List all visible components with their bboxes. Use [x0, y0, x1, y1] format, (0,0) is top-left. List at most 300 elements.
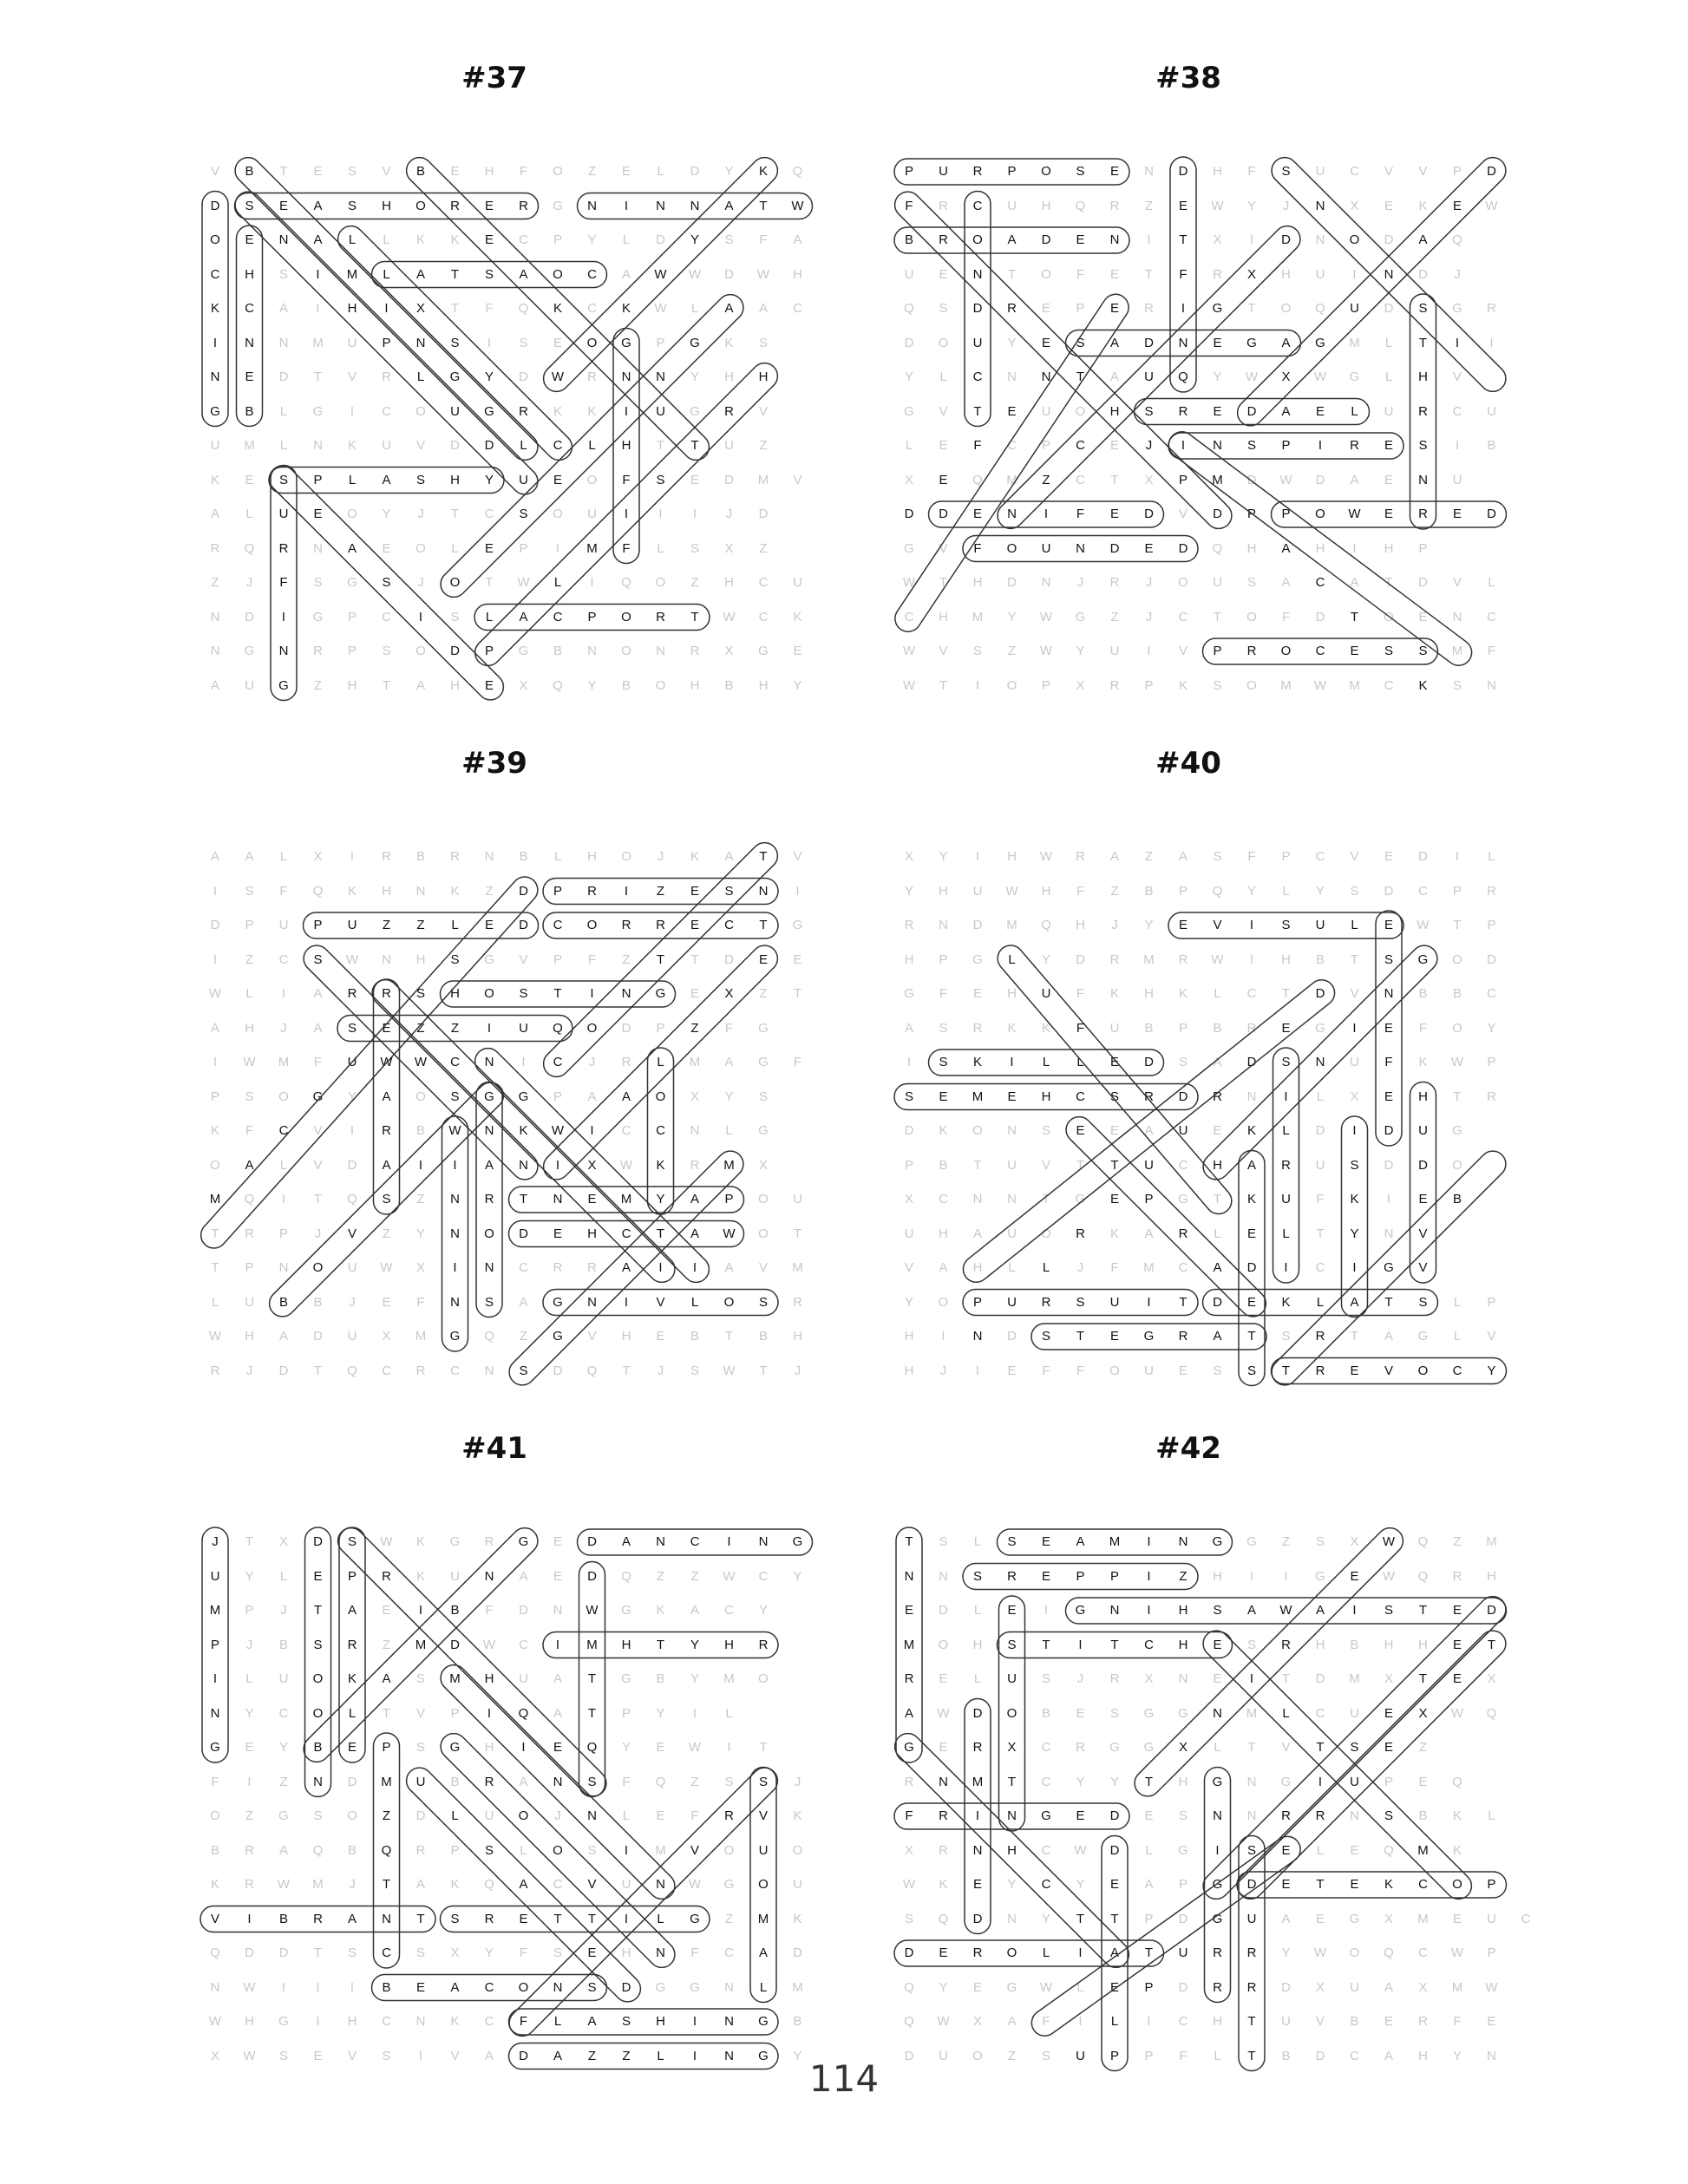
grid-letter: U [1418, 1123, 1428, 1138]
grid-letter: B [245, 164, 254, 179]
grid-letter: U [1350, 1979, 1359, 1995]
grid-letter: I [727, 1534, 731, 1549]
grid-letter: G [484, 1089, 494, 1104]
grid-letter: G [1041, 1808, 1051, 1823]
grid-letter: U [278, 1671, 289, 1686]
grid-letter: E [1315, 403, 1325, 419]
grid-letter: I [316, 2014, 320, 2029]
grid-letter: T [1418, 1603, 1428, 1618]
grid-letter: Z [690, 1774, 699, 1789]
grid-letter: L [657, 540, 664, 556]
grid-letter: U [1109, 1294, 1120, 1310]
grid-letter: R [1418, 2014, 1428, 2029]
grid-letter: D [519, 883, 528, 899]
grid-letter: R [1178, 1329, 1188, 1344]
grid-letter: K [939, 1877, 948, 1892]
grid-letter: A [690, 1603, 699, 1618]
grid-letter: A [210, 849, 219, 864]
grid-letter: H [1144, 986, 1154, 1001]
grid-letter: A [1281, 540, 1291, 556]
grid-letter: H [758, 369, 769, 384]
grid-letter: E [1213, 1637, 1222, 1652]
grid-letter: P [553, 951, 562, 967]
grid-letter: P [382, 335, 391, 350]
grid-letter: D [415, 1808, 426, 1823]
grid-letter: A [553, 2048, 562, 2063]
grid-letter: E [1076, 1808, 1085, 1823]
grid-letter: Z [382, 1637, 391, 1652]
grid-letter: W [688, 1740, 702, 1755]
grid-letter: S [1076, 1294, 1085, 1310]
grid-letter: I [590, 986, 594, 1001]
grid-letter: P [245, 1603, 254, 1618]
grid-letter: E [245, 472, 254, 487]
grid-letter: O [1315, 507, 1325, 521]
grid-letter: D [278, 369, 289, 384]
grid-letter: O [723, 1294, 735, 1310]
grid-letter: N [1213, 1808, 1222, 1823]
grid-letter: A [382, 1157, 391, 1173]
grid-letter: I [350, 1979, 355, 1995]
grid-letter: E [1109, 301, 1119, 316]
grid-letter: G [621, 335, 631, 350]
grid-letter: T [382, 1705, 391, 1721]
grid-letter: K [1041, 1020, 1050, 1036]
grid-letter: C [553, 1877, 563, 1892]
grid-letter: O [1006, 540, 1017, 556]
grid-letter: T [973, 403, 982, 419]
grid-letter: D [1246, 1260, 1257, 1275]
grid-letter: P [347, 609, 357, 624]
grid-letter: D [1281, 1979, 1291, 1995]
grid-letter: O [1280, 301, 1292, 316]
grid-letter: E [1109, 1877, 1119, 1892]
grid-letter: U [1007, 1671, 1017, 1686]
grid-letter: E [1350, 1877, 1359, 1892]
grid-letter: T [1487, 1637, 1496, 1652]
grid-letter: D [1213, 1294, 1222, 1310]
grid-letter: O [586, 335, 598, 350]
grid-letter: C [621, 1226, 631, 1241]
grid-letter: Y [656, 1192, 665, 1206]
grid-letter: R [1178, 1226, 1188, 1241]
grid-letter: R [1246, 644, 1257, 658]
grid-letter: D [245, 1945, 254, 1960]
grid-letter: O [312, 1671, 324, 1686]
grid-letter: K [519, 1123, 528, 1138]
grid-letter: U [1350, 1774, 1359, 1789]
grid-letter: N [484, 1260, 494, 1275]
grid-letter: K [210, 1877, 219, 1892]
grid-letter: B [939, 1157, 948, 1173]
grid-letter: H [904, 951, 914, 967]
grid-letter: N [972, 1842, 983, 1858]
grid-letter: R [656, 609, 665, 624]
grid-letter: R [690, 644, 700, 658]
grid-letter: P [1178, 472, 1187, 487]
grid-letter: A [1246, 1603, 1256, 1618]
grid-letter: H [1178, 1774, 1188, 1789]
grid-letter: Y [1076, 1774, 1085, 1789]
grid-letter: N [484, 1055, 494, 1069]
grid-letter: H [724, 1637, 734, 1652]
grid-letter: I [1284, 1260, 1288, 1275]
grid-letter: G [518, 1534, 529, 1549]
grid-letter: P [1487, 918, 1496, 932]
grid-letter: P [1178, 883, 1187, 899]
grid-letter: Y [793, 677, 802, 693]
grid-letter: I [1181, 301, 1186, 316]
grid-letter: J [657, 849, 664, 864]
grid-letter: U [1213, 575, 1222, 590]
grid-letter: Q [1212, 540, 1223, 556]
grid-letter: N [1315, 232, 1325, 247]
grid-letter: W [723, 1568, 736, 1584]
puzzle-38 [885, 61, 1498, 755]
grid-letter: O [1452, 1020, 1462, 1036]
grid-letter: L [279, 1568, 288, 1584]
grid-letter: Z [1144, 849, 1154, 864]
grid-letter: N [972, 1192, 983, 1206]
grid-letter: E [690, 472, 699, 487]
grid-letter: A [415, 677, 425, 693]
grid-letter: O [1109, 1363, 1120, 1378]
grid-letter: B [450, 1774, 460, 1789]
grid-letter: S [382, 1192, 391, 1206]
grid-letter: A [1384, 1979, 1393, 1995]
grid-letter: J [280, 1603, 287, 1618]
grid-letter: I [1318, 1774, 1323, 1789]
grid-letter: L [622, 232, 631, 247]
grid-letter: T [1007, 1774, 1017, 1789]
grid-letter: I [521, 1055, 526, 1069]
grid-letter: E [313, 2048, 323, 2063]
grid-letter: F [1384, 1055, 1393, 1069]
grid-letter: M [415, 1329, 427, 1344]
grid-letter: F [1281, 609, 1291, 624]
grid-letter: H [621, 1637, 631, 1652]
grid-letter: Q [518, 1705, 529, 1721]
grid-letter: R [382, 1123, 391, 1138]
grid-letter: D [724, 472, 734, 487]
grid-letter: Z [656, 1568, 665, 1584]
grid-letter: E [382, 1020, 391, 1036]
grid-letter: O [758, 1192, 769, 1206]
grid-letter: P [1487, 1294, 1496, 1310]
grid-letter: R [793, 1294, 802, 1310]
grid-letter: P [210, 1637, 219, 1652]
grid-letter: U [1315, 164, 1325, 179]
grid-letter: A [621, 1260, 631, 1275]
page-number: 114 [808, 2057, 880, 2100]
grid-letter: H [245, 1020, 254, 1036]
grid-letter: F [905, 1808, 913, 1823]
grid-letter: D [1144, 335, 1154, 350]
grid-letter: D [793, 1945, 802, 1960]
grid-letter: A [519, 1877, 528, 1892]
grid-letter: A [1007, 2014, 1017, 2029]
grid-letter: R [1213, 1089, 1222, 1104]
grid-letter: K [210, 301, 219, 316]
grid-letter: L [1008, 1260, 1016, 1275]
grid-letter: C [972, 198, 983, 213]
grid-letter: W [791, 198, 804, 213]
grid-letter: G [904, 540, 914, 556]
grid-letter: Y [1315, 883, 1325, 899]
grid-letter: S [1109, 1705, 1119, 1721]
grid-letter: D [1487, 1603, 1496, 1618]
grid-letter: Z [690, 575, 699, 590]
grid-letter: N [1487, 677, 1496, 693]
grid-letter: O [518, 1979, 529, 1995]
grid-letter: F [1076, 507, 1085, 521]
grid-letter: D [278, 1363, 289, 1378]
grid-letter: L [451, 540, 459, 556]
grid-letter: S [415, 1671, 425, 1686]
grid-letter: S [1041, 1329, 1050, 1344]
grid-letter: I [658, 507, 663, 521]
grid-letter: R [1350, 438, 1359, 453]
grid-letter: D [1418, 849, 1428, 864]
grid-letter: Q [1212, 883, 1223, 899]
grid-letter: Q [347, 1363, 357, 1378]
grid-letter: H [1418, 2048, 1428, 2063]
grid-letter: G [1212, 1774, 1223, 1789]
grid-letter: S [690, 1363, 699, 1378]
grid-letter: N [210, 1705, 220, 1721]
grid-letter: D [210, 918, 220, 932]
grid-letter: Z [724, 1911, 734, 1926]
grid-letter: C [1350, 164, 1359, 179]
grid-letter: L [520, 1842, 527, 1858]
grid-letter: S [1281, 1055, 1291, 1069]
grid-letter: O [484, 986, 494, 1001]
grid-letter: T [1453, 918, 1462, 932]
grid-letter: N [415, 335, 426, 350]
grid-letter: O [621, 849, 631, 864]
grid-letter: H [1281, 951, 1291, 967]
grid-letter: R [1418, 403, 1428, 419]
grid-letter: F [973, 438, 982, 453]
grid-letter: A [1213, 1329, 1222, 1344]
grid-letter: P [1144, 1911, 1154, 1926]
grid-letter: U [1281, 1192, 1291, 1206]
grid-letter: Z [382, 1226, 391, 1241]
grid-letter: X [1384, 1911, 1393, 1926]
grid-letter: E [1109, 266, 1119, 282]
grid-letter: A [758, 301, 768, 316]
grid-letter: B [904, 232, 913, 247]
grid-letter: N [1246, 1089, 1257, 1104]
grid-letter: S [278, 266, 288, 282]
grid-letter: L [211, 1294, 219, 1310]
grid-letter: T [1144, 1774, 1154, 1789]
grid-letter: R [1109, 951, 1120, 967]
grid-letter: A [450, 1979, 460, 1995]
grid-letter: H [1041, 198, 1051, 213]
grid-letter: U [904, 1226, 914, 1241]
grid-letter: O [586, 472, 598, 487]
grid-letter: C [1041, 1877, 1051, 1892]
grid-letter: V [313, 1157, 323, 1173]
grid-letter: V [1418, 1260, 1428, 1275]
grid-letter: V [690, 1842, 699, 1858]
grid-letter: L [1214, 2048, 1221, 2063]
grid-letter: V [1418, 164, 1428, 179]
grid-letter: M [1109, 1534, 1121, 1549]
grid-letter: N [724, 2048, 734, 2063]
grid-letter: P [1144, 677, 1154, 693]
grid-letter: D [904, 507, 914, 521]
grid-letter: F [1487, 644, 1496, 658]
grid-letter: A [484, 1157, 494, 1173]
grid-letter: A [313, 232, 323, 247]
grid-letter: A [1109, 369, 1119, 384]
grid-letter: C [793, 301, 802, 316]
grid-letter: K [1418, 198, 1428, 213]
grid-letter: V [758, 1260, 768, 1275]
grid-letter: R [724, 1808, 734, 1823]
grid-letter: U [1350, 1055, 1359, 1069]
grid-letter: N [278, 644, 289, 658]
grid-letter: B [415, 1123, 425, 1138]
grid-letter: X [313, 849, 323, 864]
grid-letter: Y [1007, 609, 1017, 624]
grid-letter: S [587, 1842, 597, 1858]
grid-letter: F [1247, 849, 1256, 864]
grid-letter: W [277, 1877, 291, 1892]
grid-letter: W [1485, 1979, 1498, 1995]
grid-letter: P [1178, 1877, 1187, 1892]
grid-letter: S [1213, 849, 1222, 864]
grid-letter: G [972, 951, 983, 967]
grid-letter: Q [904, 1979, 914, 1995]
grid-letter: G [690, 335, 700, 350]
grid-letter: Y [1281, 1945, 1291, 1960]
grid-letter: A [278, 1842, 288, 1858]
grid-letter: E [690, 986, 699, 1001]
grid-letter: Z [1453, 1534, 1462, 1549]
grid-letter: I [487, 335, 492, 350]
grid-letter: E [484, 232, 494, 247]
grid-letter: B [519, 849, 528, 864]
grid-letter: G [758, 2014, 769, 2029]
grid-letter: R [484, 1534, 494, 1549]
grid-letter: Z [759, 540, 768, 556]
grid-letter: N [313, 1774, 323, 1789]
grid-letter: F [1076, 1020, 1085, 1036]
grid-letter: H [793, 266, 802, 282]
grid-letter: G [1075, 1603, 1086, 1618]
grid-letter: S [519, 1363, 528, 1378]
grid-letter: M [449, 1671, 461, 1686]
grid-letter: A [347, 540, 357, 556]
grid-letter: K [1418, 677, 1428, 693]
grid-letter: S [1041, 1671, 1050, 1686]
puzzle-title: #42 [1155, 1431, 1221, 1466]
grid-letter: M [1212, 472, 1223, 487]
grid-letter: S [939, 1534, 948, 1549]
grid-letter: N [1315, 1055, 1325, 1069]
grid-letter: H [1418, 1089, 1428, 1104]
grid-letter: T [1281, 1671, 1291, 1686]
grid-letter: T [450, 301, 460, 316]
grid-letter: R [382, 1568, 391, 1584]
grid-letter: R [1007, 301, 1017, 316]
grid-letter: P [1076, 301, 1085, 316]
grid-letter: H [904, 1329, 914, 1344]
grid-letter: A [347, 1603, 357, 1618]
grid-letter: R [313, 644, 323, 658]
grid-letter: D [724, 951, 734, 967]
grid-letter: D [484, 438, 494, 453]
grid-letter: D [904, 1945, 914, 1960]
grid-letter: O [1006, 1945, 1017, 1960]
grid-letter: Y [690, 1637, 699, 1652]
grid-letter: U [1144, 1363, 1154, 1378]
grid-letter: C [1487, 609, 1496, 624]
grid-letter: E [1452, 1911, 1462, 1926]
grid-letter: W [723, 609, 736, 624]
grid-letter: J [314, 1226, 322, 1241]
grid-letter: C [553, 609, 563, 624]
grid-letter: Q [1075, 198, 1086, 213]
grid-letter: H [347, 677, 357, 693]
grid-letter: I [624, 198, 629, 213]
grid-letter: L [245, 1671, 253, 1686]
grid-letter: P [553, 232, 562, 247]
grid-letter: I [281, 986, 286, 1001]
grid-letter: Z [382, 918, 391, 932]
grid-letter: O [553, 164, 563, 179]
grid-letter: A [1350, 1294, 1359, 1310]
grid-letter: A [210, 677, 219, 693]
grid-letter: D [904, 1123, 914, 1138]
grid-letter: A [1109, 335, 1119, 350]
grid-letter: V [656, 1294, 665, 1310]
grid-letter: L [1282, 1705, 1290, 1721]
grid-letter: T [1076, 369, 1085, 384]
grid-letter: R [939, 198, 948, 213]
grid-letter: M [312, 335, 324, 350]
grid-letter: T [1247, 1740, 1256, 1755]
grid-letter: T [1316, 1740, 1325, 1755]
grid-letter: E [1076, 1123, 1085, 1138]
grid-letter: X [724, 644, 734, 658]
grid-letter: K [1178, 986, 1187, 1001]
grid-letter: Y [1452, 2048, 1462, 2063]
grid-letter: X [1246, 266, 1256, 282]
grid-letter: Q [938, 1911, 949, 1926]
grid-letter: I [281, 609, 286, 624]
grid-letter: E [1007, 403, 1017, 419]
grid-letter: M [415, 1637, 427, 1652]
grid-letter: S [1178, 1808, 1187, 1823]
grid-letter: L [1316, 1842, 1325, 1858]
grid-letter: B [278, 1637, 288, 1652]
grid-letter: I [692, 2014, 697, 2029]
grid-letter: I [247, 1774, 252, 1789]
grid-letter: H [1246, 540, 1257, 556]
grid-letter: H [1213, 164, 1222, 179]
grid-letter: N [724, 1979, 734, 1995]
grid-letter: E [656, 1808, 665, 1823]
grid-letter: F [1247, 164, 1256, 179]
grid-letter: S [313, 575, 323, 590]
grid-letter: I [1215, 1842, 1220, 1858]
grid-letter: U [1076, 2048, 1085, 2063]
grid-letter: P [1418, 540, 1428, 556]
